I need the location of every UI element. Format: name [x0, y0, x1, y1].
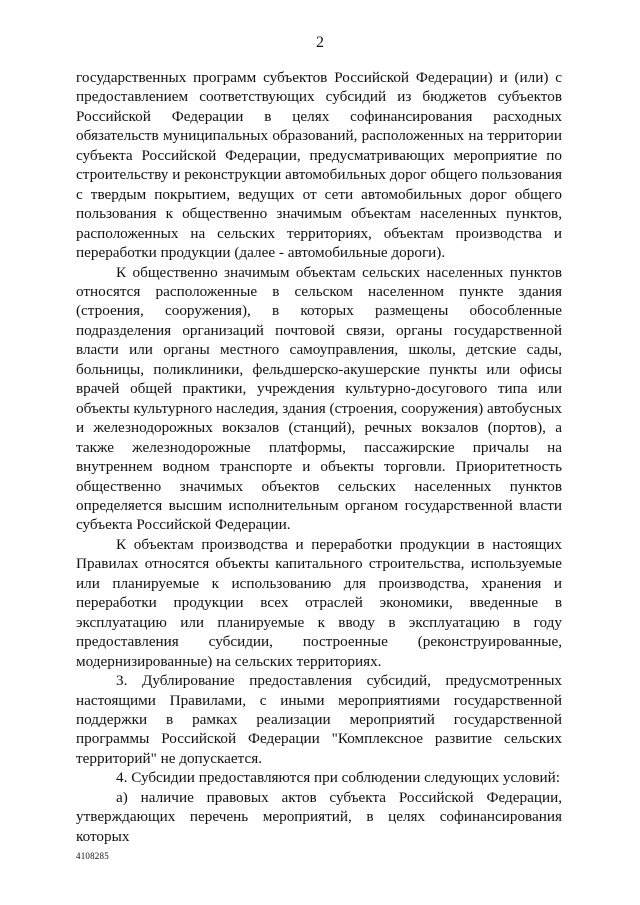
- paragraph-production-objects: К объектам производства и переработки продукции в настоящих Правилах относятся объекты капитального строительства, используемые или планируемые к использованию для производства, хранения и переработки продукции всех отраслей экономики, введенные в эксплуатацию или планируемые к вводу в эксплуатацию в году предоставления субсидии, построенные (реконструированные, модернизированные) на сельских территориях.: [76, 535, 562, 670]
- paragraph-public-objects: К общественно значимым объектам сельских населенных пунктов относятся расположенные в сельском населенном пункте здания (строения, сооружения), в которых размещены обособленные подразделения организаций почтовой связи, органы государственной власти или органы местного самоуправления, школы, детские сады, больницы, поликлиники, фельдшерско-акушерские пункты или офисы врачей общей практики, учреждения культурно-досугового типа или объекты культурного наследия, здания (строения, сооружения) автобусных и железнодорожных вокзалов (станций), речных вокзалов (портов), а также железнодорожные платформы, пассажирские причалы на внутреннем водном транспорте и объекты торговли. Приоритетность общественно значимых объектов сельских населенных пунктов определяется высшим исполнительным органом государственной власти субъекта Российской Федерации.: [76, 263, 562, 534]
- paragraph-clause-3: 3. Дублирование предоставления субсидий, предусмотренных настоящими Правилами, с иными мероприятиями государственной поддержки в рамках реализации мероприятий государственной программы Российской Федерации "Комплексное развитие сельских территорий" не допускается.: [76, 672, 562, 767]
- paragraph-clause-4: 4. Субсидии предоставляются при соблюдении следующих условий:: [116, 769, 561, 787]
- document-code: 4108285: [76, 851, 109, 861]
- page-number: 2: [316, 34, 324, 51]
- paragraph-roads-continuation: государственных программ субъектов Российской Федерации) и (или) с предоставлением соответствующих субсидий из бюджетов субъектов Российской Федерации в целях софинансирования расходных обязательств муниципальных образований, расположенных на территории субъекта Российской Федерации, предусматривающих мероприятие по строительству и реконструкции автомобильных дорог общего пользования с твердым покрытием, ведущих от сети автомобильных дорог общего пользования к общественно значимым объектам населенных пунктов, расположенных на сельских территориях, объектам производства и переработки продукции (далее - автомобильные дороги).: [76, 69, 562, 262]
- paragraph-clause-4a: а) наличие правовых актов субъекта Российской Федерации, утверждающих перечень мероприятий, в целях софинансирования которых: [76, 788, 562, 845]
- document-body: [76, 68, 562, 846]
